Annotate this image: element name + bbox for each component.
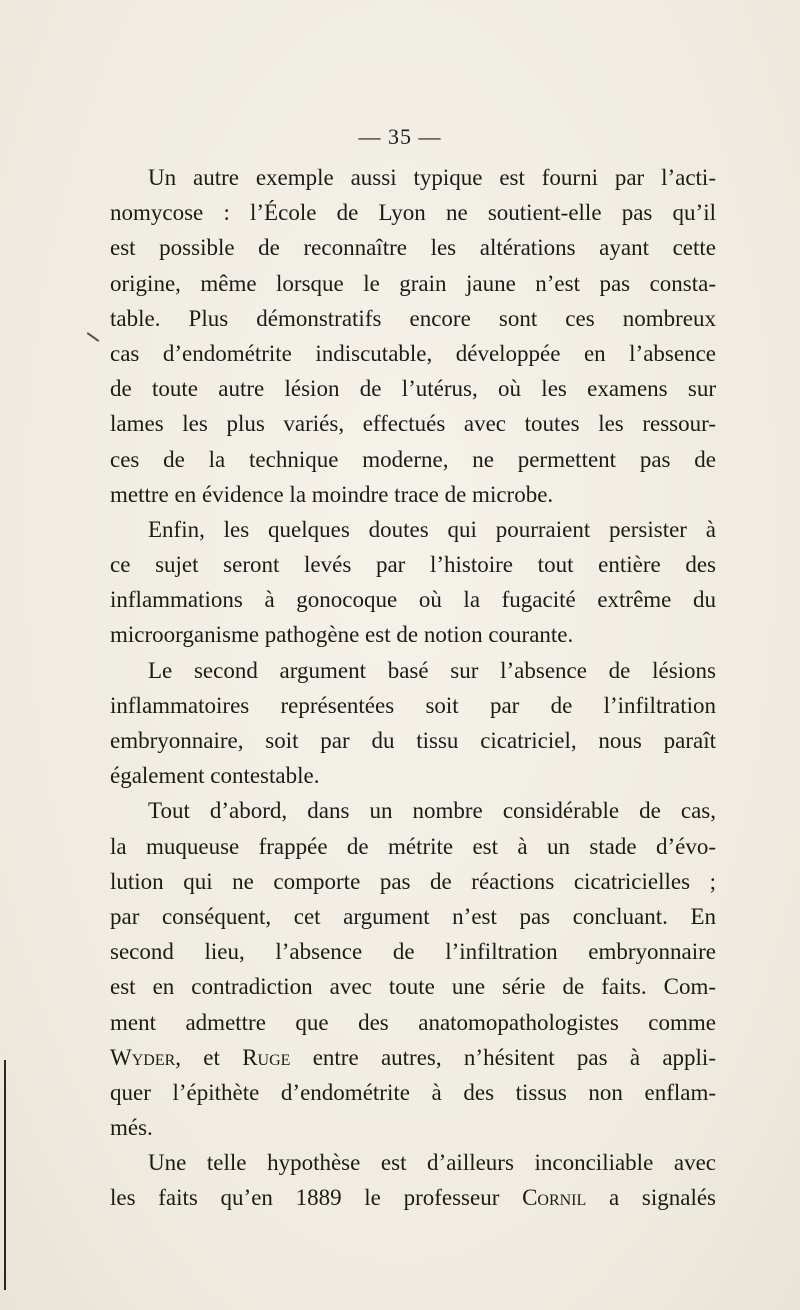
text-line: cas d’endométrite indiscutable, développée en l’absence xyxy=(110,340,716,366)
text-line: inflammatoires représentées soit par de l’infiltration xyxy=(110,692,716,718)
author-name: Ruge xyxy=(242,1044,291,1070)
text-line: Un autre exemple aussi typique est fourni par l’acti- xyxy=(148,165,716,190)
author-name: Wyder xyxy=(110,1044,176,1070)
text-line: lution qui ne comporte pas de réactions cicatricielles ; xyxy=(110,868,716,894)
page-number: — 35 — xyxy=(358,124,442,149)
text-line: Le second argument basé sur l’absence de lésions xyxy=(148,657,716,683)
text-segment: , et xyxy=(175,1044,243,1070)
text-segment: entre autres, n’hésitent pas à appli- xyxy=(290,1044,716,1070)
text-line: Enfin, les quelques doutes qui pourraient persister à xyxy=(148,516,716,542)
text-line: més. xyxy=(110,1115,153,1141)
page-edge-rule xyxy=(4,1060,6,1290)
text-line: inflammations à gonocoque où la fugacité extrême du xyxy=(110,587,716,613)
text-line: de toute autre lésion de l’utérus, où les examens sur xyxy=(110,376,716,402)
text-segment: a signalés xyxy=(586,1185,716,1211)
text-line: table. Plus démonstratifs encore sont ces nombreux xyxy=(110,305,716,331)
text-line: la muqueuse frappée de métrite est à un stade d’évo- xyxy=(110,833,716,859)
text-line: quer l’épithète d’endométrite à des tissus non enflam- xyxy=(110,1079,716,1105)
text-line xyxy=(110,1180,716,1215)
text-line: origine, même lorsque le grain jaune n’est pas consta- xyxy=(110,270,716,296)
text-line: Tout d’abord, dans un nombre considérable de cas, xyxy=(148,798,716,824)
text-line: ment admettre que des anatomopathologistes comme xyxy=(110,1009,716,1035)
text-segment: les faits qu’en 1889 le professeur xyxy=(110,1185,523,1211)
text-line: ces de la technique moderne, ne permettent pas de xyxy=(110,446,716,472)
text-line: embryonnaire, soit par du tissu cicatriciel, nous paraît xyxy=(110,728,716,753)
margin-tick-mark xyxy=(87,332,100,342)
text-line: ce sujet seront levés par l’histoire tout entière des xyxy=(110,552,716,578)
text-line: par conséquent, cet argument n’est pas concluant. En xyxy=(110,903,716,929)
text-line: est possible de reconnaître les altérations ayant cette xyxy=(110,235,716,261)
author-name: Cornil xyxy=(522,1185,587,1211)
text-line: Une telle hypothèse est d’ailleurs inconciliable avec xyxy=(148,1150,716,1176)
text-line: microorganisme pathogène est de notion courante. xyxy=(110,622,574,648)
text-line: est en contradiction avec toute une série de faits. Com- xyxy=(110,974,716,1000)
text-line: nomycose : l’École de Lyon ne soutient-elle pas qu’il xyxy=(110,200,716,226)
text-line xyxy=(110,1040,716,1075)
body-text xyxy=(110,160,716,1216)
text-line: second lieu, l’absence de l’infiltration embryonnaire xyxy=(110,939,716,965)
text-line: lames les plus variés, effectués avec toutes les ressour- xyxy=(110,411,716,437)
text-line: mettre en évidence la moindre trace de microbe. xyxy=(110,481,554,507)
text-line: également contestable. xyxy=(110,763,320,789)
